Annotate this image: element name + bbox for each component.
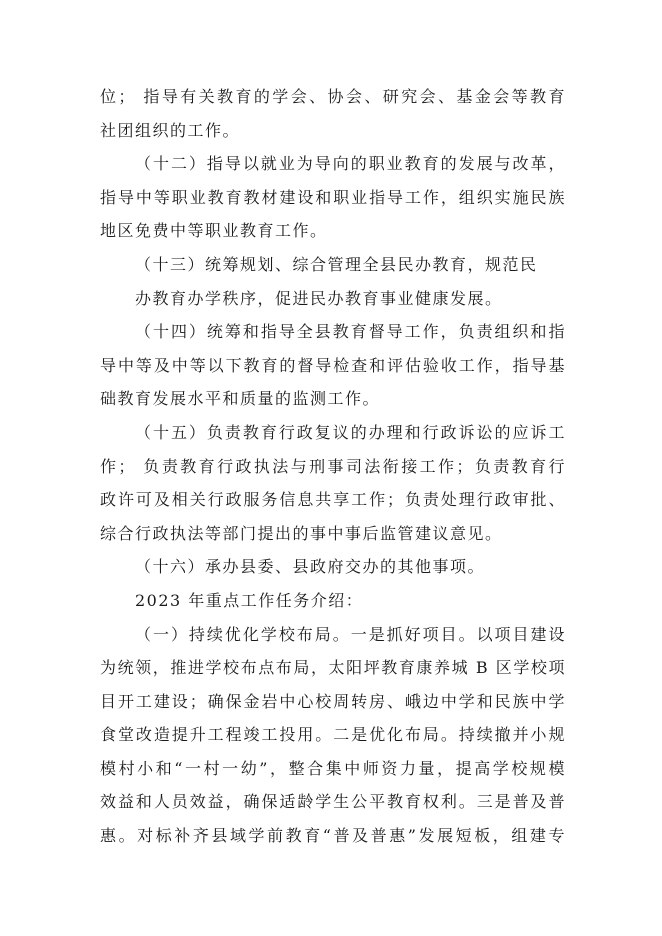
text-line: 目开工建设；确保金岩中心校周转房、峨边中学和民族中学	[100, 691, 566, 711]
text-line: （十六）承办县委、县政府交办的其他事项。	[135, 557, 486, 577]
text-line: （十二）指导以就业为导向的职业教育的发展与改革，	[135, 154, 566, 174]
text-line: 社团组织的工作。	[100, 120, 241, 140]
text-line: 为统领，推进学校布点布局，太阳坪教育康养城 B 区学校项	[100, 658, 566, 678]
text-line: 食堂改造提升工程竣工投用。二是优化布局。持续撤并小规	[100, 725, 566, 745]
text-line: 模村小和“一村一幼”，整合集中师资力量，提高学校规模	[100, 758, 566, 778]
text-line: （十五）负责教育行政复议的办理和行政诉讼的应诉工	[135, 422, 566, 442]
text-line: 础教育发展水平和质量的监测工作。	[100, 389, 381, 409]
text-line: （一）持续优化学校布局。一是抓好项目。以项目建设	[135, 624, 566, 644]
text-line: 综合行政执法等部门提出的事中事后监管建议意见。	[100, 523, 503, 543]
text-line: 位； 指导有关教育的学会、协会、研究会、基金会等教育	[100, 87, 566, 106]
document-page	[100, 80, 566, 853]
text-line: （十四）统筹和指导全县教育督导工作，负责组织和指	[135, 322, 566, 342]
text-line: 惠。对标补齐县域学前教育“普及普惠”发展短板，组建专	[100, 826, 566, 846]
text-line: 效益和人员效益，确保适龄学生公平教育权利。三是普及普	[100, 792, 566, 812]
text-line: 2023 年重点工作任务介绍：	[135, 590, 364, 610]
text-line: 作； 负责教育行政执法与刑事司法衔接工作；负责教育行	[100, 456, 566, 476]
text-line: 地区免费中等职业教育工作。	[100, 221, 328, 241]
text-line: （十三）统筹规划、综合管理全县民办教育，规范民	[135, 254, 538, 274]
text-line: 政许可及相关行政服务信息共享工作；负责处理行政审批、	[100, 490, 566, 510]
text-line: 导中等及中等以下教育的督导检查和评估验收工作，指导基	[100, 355, 566, 375]
text-line: 指导中等职业教育教材建设和职业指导工作，组织实施民族	[100, 187, 566, 207]
text-line: 办教育办学秩序，促进民办教育事业健康发展。	[135, 288, 503, 308]
